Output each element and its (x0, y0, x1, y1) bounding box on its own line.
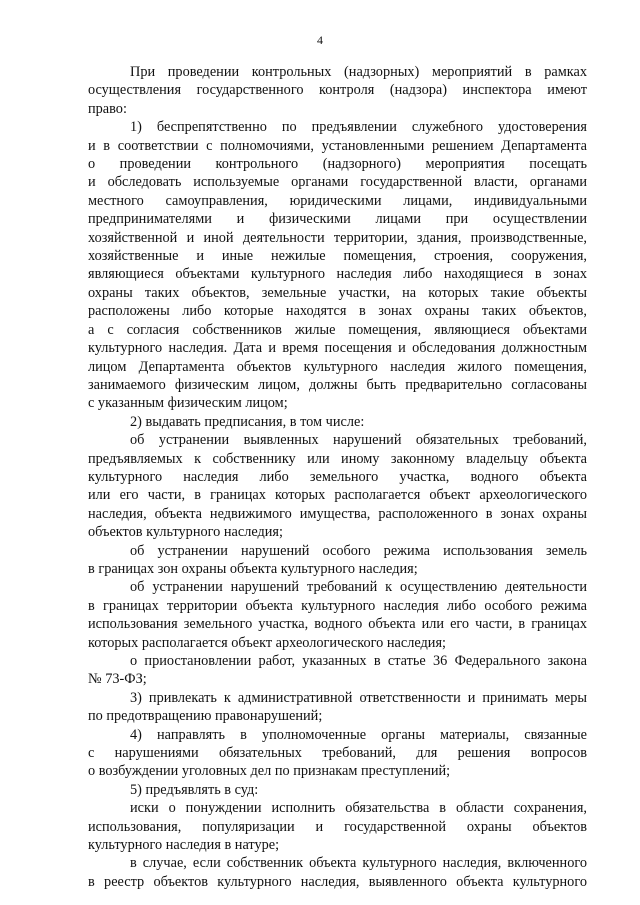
paragraph (88, 781, 587, 799)
text-line: в границах зон охраны объекта культурного наследия; (88, 560, 418, 577)
text-line: предъявляемых к собственнику или иному законному владельцу объекта (88, 450, 587, 467)
text-line: наследия, объекта недвижимого имущества, расположенного в зонах охраны (88, 505, 587, 522)
text-line: осуществления государственного контроля (надзора) инспектора имеют (88, 82, 587, 99)
text-line: местного самоуправления, юридическими лицами, индивидуальными (88, 192, 587, 209)
paragraph (88, 854, 587, 891)
text-line: предпринимателями и физическими лицами при осуществлении (88, 211, 587, 228)
text-line: об устранении нарушений требований к осуществлению деятельности (130, 579, 587, 596)
text-line: При проведении контрольных (надзорных) мероприятий в рамках (130, 64, 587, 80)
text-line: культурного наследия либо земельного участка, водного объекта (88, 468, 587, 485)
text-line: право: (88, 100, 127, 117)
text-line: хозяйственной и иной деятельности территории, здания, производственные, (88, 229, 587, 246)
text-line: 3) привлекать к административной ответственности и принимать меры (130, 689, 587, 706)
text-line: или его части, в границах которых располагается объект археологического (88, 487, 587, 504)
paragraph (88, 431, 587, 541)
text-line: хозяйственные и иные нежилые помещения, строения, сооружения, (88, 248, 587, 265)
text-line: 4) направлять в уполномоченные органы материалы, связанные (130, 726, 587, 743)
text-line: № 73-ФЗ; (88, 671, 147, 688)
text-line: охраны таких объектов, земельные участки, на которых такие объекты (88, 284, 587, 301)
paragraph (88, 652, 587, 689)
text-line: являющиеся объектами культурного наследия либо находящиеся в зонах (88, 266, 587, 283)
paragraph (88, 726, 587, 781)
text-line: в реестр объектов культурного наследия, выявленного объекта культурного (88, 873, 587, 890)
text-line: лицом Департамента объектов культурного наследия жилого помещения, (88, 358, 587, 375)
page-number: 4 (317, 33, 323, 47)
text-line: об устранении выявленных нарушений обязательных требований, (130, 432, 587, 449)
paragraph (88, 118, 587, 413)
text-line: об устранении нарушений особого режима использования земель (130, 542, 587, 559)
text-line: расположены либо которые находятся в зонах охраны таких объектов, (88, 303, 587, 320)
text-line: о проведении контрольного (надзорного) мероприятия посещать (88, 156, 587, 173)
text-line: в границах территории объекта культурного наследия либо особого режима (88, 597, 587, 614)
paragraph (88, 63, 587, 118)
paragraph (88, 689, 587, 726)
text-line: с указанным физическим лицом; (88, 395, 288, 412)
text-line: которых располагается объект археологического наследия; (88, 634, 446, 651)
text-line: о возбуждении уголовных дел по признакам преступлений; (88, 763, 451, 780)
text-line: и обследовать используемые органами государственной власти, органами (88, 174, 587, 191)
text-line: занимаемого физическим лицом, должны быть предварительно согласованы (88, 376, 587, 393)
paragraph (88, 542, 587, 579)
text-line: 5) предъявлять в суд: (130, 781, 259, 798)
text-line: 2) выдавать предписания, в том числе: (130, 413, 365, 430)
text-line: и в соответствии с полномочиями, установленными решением Департамента (88, 137, 587, 154)
paragraph (88, 413, 587, 431)
text-line: а с согласия собственников жилые помещения, являющиеся объектами (88, 321, 587, 338)
paragraph (88, 578, 587, 652)
text-line: культурного наследия. Дата и время посещения и обследования должностным (88, 340, 587, 357)
text-line: объектов культурного наследия; (88, 524, 283, 541)
text-line: использования земельного участка, водного объекта или его части, в границах (88, 616, 587, 633)
text-line: в случае, если собственник объекта культурного наследия, включенного (130, 855, 587, 872)
text-line: культурного наследия в натуре; (88, 837, 280, 854)
text-line: 1) беспрепятственно по предъявлении служебного удостоверения (130, 119, 587, 136)
document-body (88, 63, 587, 891)
text-line: иски о понуждении исполнить обязательства в области сохранения, (130, 800, 587, 817)
text-line: с нарушениями обязательных требований, для решения вопросов (88, 745, 587, 762)
text-line: по предотвращению правонарушений; (88, 708, 323, 725)
paragraph (88, 799, 587, 854)
text-line: использования, популяризации и государственной охраны объектов (88, 818, 587, 835)
text-line: о приостановлении работ, указанных в статье 36 Федерального закона (130, 653, 587, 669)
